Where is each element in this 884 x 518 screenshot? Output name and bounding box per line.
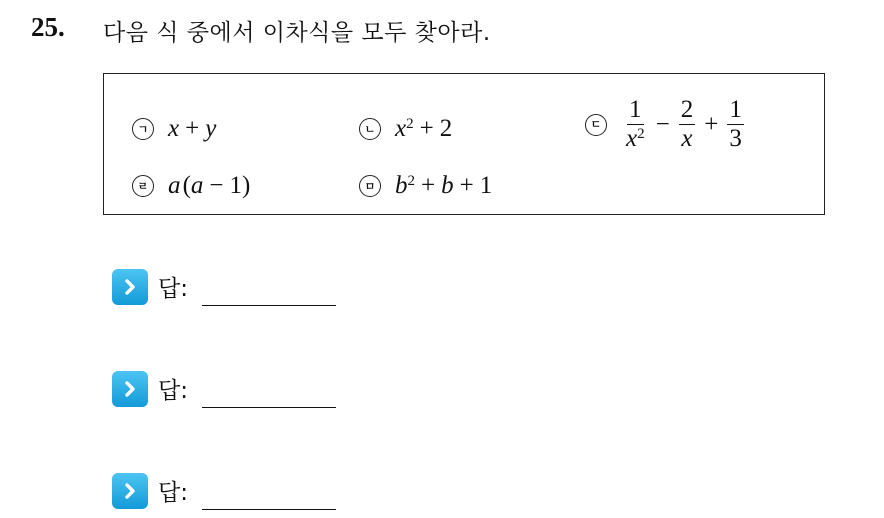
choice-2 xyxy=(359,115,452,143)
var-y: y xyxy=(205,115,217,142)
constant: 2 xyxy=(439,115,453,142)
op-plus: + xyxy=(421,172,436,199)
op-plus: + xyxy=(459,172,474,199)
choice-expression xyxy=(168,115,216,143)
constant: 1 xyxy=(479,172,493,199)
op-plus: + xyxy=(185,115,200,142)
choice-5 xyxy=(359,172,492,200)
chevron-right-icon xyxy=(112,473,148,509)
var-x: x xyxy=(681,125,693,153)
numerator: 1 xyxy=(727,97,744,125)
op-plus: + xyxy=(419,115,434,142)
exponent: 2 xyxy=(406,115,414,132)
var-b: b xyxy=(441,172,454,199)
answer-blank[interactable] xyxy=(202,509,336,510)
op-minus: − xyxy=(655,110,670,138)
var-x: x xyxy=(395,115,407,142)
denominator: 3 xyxy=(729,125,742,153)
answer-label: 답: xyxy=(158,378,188,404)
answer-label: 답: xyxy=(158,276,188,302)
choice-marker: ㅁ xyxy=(359,175,381,197)
question-number: 25. xyxy=(31,12,65,42)
numerator: 2 xyxy=(679,97,696,125)
choice-marker: ㄴ xyxy=(359,118,381,140)
chevron-right-icon xyxy=(112,371,148,407)
fraction-3 xyxy=(727,97,744,153)
answer-row-1 xyxy=(112,269,336,306)
paren-close: ) xyxy=(242,172,251,199)
answer-label: 답: xyxy=(158,480,188,506)
choices-box xyxy=(103,73,825,215)
fraction-1 xyxy=(624,97,647,153)
paren-open: ( xyxy=(182,172,191,199)
question-text: 다음 식 중에서 이차식을 모두 찾아라. xyxy=(103,20,491,46)
answer-row-3 xyxy=(112,473,336,510)
answer-row-2 xyxy=(112,371,336,408)
denominator xyxy=(679,125,694,152)
choice-expression xyxy=(395,172,492,200)
var-b: b xyxy=(395,172,408,199)
exponent: 2 xyxy=(407,172,415,189)
fraction-2 xyxy=(679,97,696,153)
choice-4 xyxy=(132,172,250,200)
choice-marker: ㄹ xyxy=(132,175,154,197)
var-a: a xyxy=(190,172,204,199)
var-x: x xyxy=(168,115,180,142)
denominator xyxy=(624,125,647,152)
answer-blank[interactable] xyxy=(202,407,336,408)
op-minus: − xyxy=(209,172,224,199)
constant: 1 xyxy=(229,172,243,199)
choice-1 xyxy=(132,115,216,143)
exponent: 2 xyxy=(637,126,645,142)
numerator: 1 xyxy=(627,97,644,125)
answer-blank[interactable] xyxy=(202,305,336,306)
choice-3 xyxy=(585,97,747,153)
op-plus: + xyxy=(704,110,719,138)
var-x: x xyxy=(626,125,638,153)
choice-marker: ㄱ xyxy=(132,118,154,140)
choice-expression xyxy=(395,115,452,143)
var-a: a xyxy=(168,172,181,199)
choice-expression xyxy=(621,97,747,153)
choice-marker: ㄷ xyxy=(585,114,607,136)
choice-expression xyxy=(168,172,250,200)
chevron-right-icon xyxy=(112,269,148,305)
